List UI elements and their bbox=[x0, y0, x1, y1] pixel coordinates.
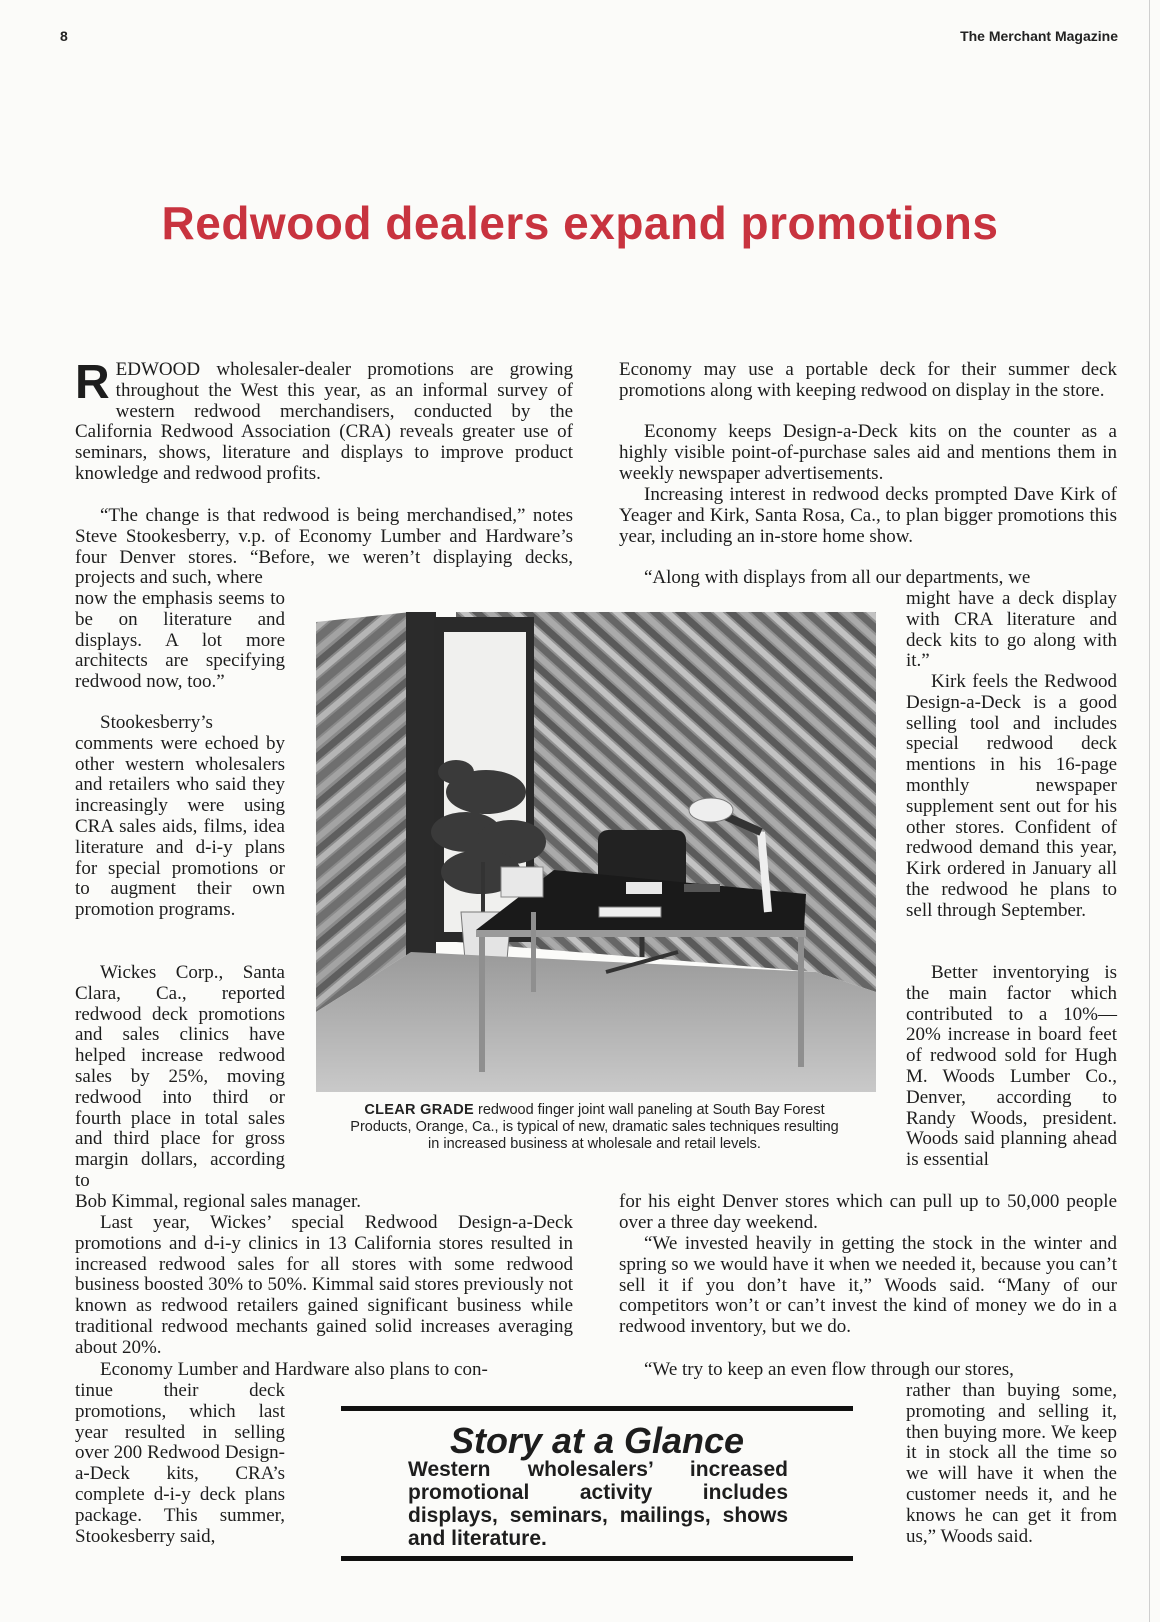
col1-para-1-text: EDWOOD wholesaler-dealer promotions are growing throughout the West this year, as an informal survey of western redwood merchandisers, conducted by the California Redwood Association (CRA) reveals greater use of seminars, shows, literature and displays to improve product knowledge and redwood profits. bbox=[75, 359, 573, 484]
glance-title: Story at a Glance bbox=[449, 1420, 745, 1461]
col1-para-6: Bob Kimmal, regional sales manager. bbox=[75, 1191, 361, 1212]
glance-top-rule bbox=[341, 1406, 853, 1411]
caption-lead: CLEAR GRADE bbox=[364, 1102, 474, 1118]
glance-bottom-rule bbox=[341, 1556, 853, 1561]
caption-text: redwood finger joint wall paneling at South Bay Forest Products, Orange, Ca., is typical of new, dramatic sales techniques resulting in increased business at wholesale and retail levels. bbox=[350, 1102, 839, 1152]
headline: Redwood dealers expand promotions bbox=[161, 197, 999, 249]
col1-para-5: Wickes Corp., Santa Clara, Ca., reported redwood deck promotions and sales clinics have helped increase redwood sales by 25%, moving redwood into third or fourth place in total sales and third place for gross margin dollars, according to bbox=[75, 962, 285, 1191]
col2-para-9: “We invested heavily in getting the stock in the winter and spring so we would have it when we needed it, because you can’t sell it if you don’t have it,” Woods said. “Many of our competitors won’t or can’t invest the kind of money we do in a redwood inventory, but we do. bbox=[619, 1233, 1117, 1338]
col2-para-8: for his eight Denver stores which can pull up to 50,000 people over a three day weekend. bbox=[619, 1191, 1117, 1233]
glance-text: Western wholesalers’ increased promotional activity includes displays, seminars, mailings, shows and literature. bbox=[408, 1458, 788, 1550]
office-photo bbox=[316, 612, 876, 1092]
col1-para-2: “The change is that redwood is being merchandised,” notes Steve Stookesberry, v.p. of Economy Lumber and Hardware’s four Denver stores. “Before, we weren’t displaying decks, projects and such, where bbox=[75, 505, 573, 589]
col2-para-7: Better inventorying is the main factor which contributed to a 10%—20% increase in board feet of redwood sold for Hugh M. Woods Lumber Co., Denver, according to Randy Woods, president. Woods said planning ahead is essential bbox=[906, 962, 1117, 1171]
col2-para-2: Economy keeps Design-a-Deck kits on the counter as a highly visible point-of-purchase sales aid and mentions them in weekly newspaper advertisements. bbox=[619, 421, 1117, 484]
col2-para-5: might have a deck display with CRA literature and deck kits to go along with it.” bbox=[906, 588, 1117, 672]
col1-para-9: tinue their deck promotions, which last year resulted in selling over 200 Redwood Design-a-Deck kits, CRA’s complete d-i-y deck plans package. This summer, Stookesberry said, bbox=[75, 1380, 285, 1547]
page-number: 8 bbox=[60, 28, 68, 44]
magazine-title: The Merchant Magazine bbox=[960, 28, 1118, 44]
col1-para-8: Economy Lumber and Hardware also plans to con- bbox=[100, 1359, 488, 1380]
col2-para-1: Economy may use a portable deck for their summer deck promotions along with keeping redwood on display in the store. bbox=[619, 359, 1117, 401]
photo-caption bbox=[344, 1102, 845, 1153]
drop-cap: R bbox=[75, 356, 110, 409]
col1-para-4: Stookesberry’s comments were echoed by other western wholesalers and retailers who said they increasingly were using CRA sales aids, films, idea literature and d-i-y plans for special promotions or to augment their own promotion programs. bbox=[75, 712, 285, 921]
col2-para-3: Increasing interest in redwood decks prompted Dave Kirk of Yeager and Kirk, Santa Rosa, Ca., to plan bigger promotions this year, including an in-store home show. bbox=[619, 484, 1117, 547]
col2-para-10: “We try to keep an even flow through our stores, bbox=[644, 1359, 1014, 1380]
col2-para-4: “Along with displays from all our departments, we bbox=[644, 567, 1031, 588]
col1-para-3: now the emphasis seems to be on literature and displays. A lot more architects are specifying redwood now, too.” bbox=[75, 588, 285, 693]
col2-para-6: Kirk feels the Redwood Design-a-Deck is a good selling tool and includes special redwood deck mentions in his 16-page monthly newspaper supplement sent out for his other stores. Confident of redwood demand this year, Kirk ordered in January all the redwood he plans to sell through September. bbox=[906, 671, 1117, 921]
col1-para-1 bbox=[75, 356, 573, 485]
col2-para-11: rather than buying some, promoting and selling it, then buying more. We keep it in stock all the time so we will have it when the customer needs it, and he knows he can get it from us,” Woods said. bbox=[906, 1380, 1117, 1547]
col1-para-7: Last year, Wickes’ special Redwood Design-a-Deck promotions and d-i-y clinics in 13 California stores resulted in increased redwood sales for all stores with some redwood business boosted 30% to 50%. Kimmal said stores previously not known as redwood retailers gained significant business while traditional redwood mechants gained solid increases averaging about 20%. bbox=[75, 1212, 573, 1358]
